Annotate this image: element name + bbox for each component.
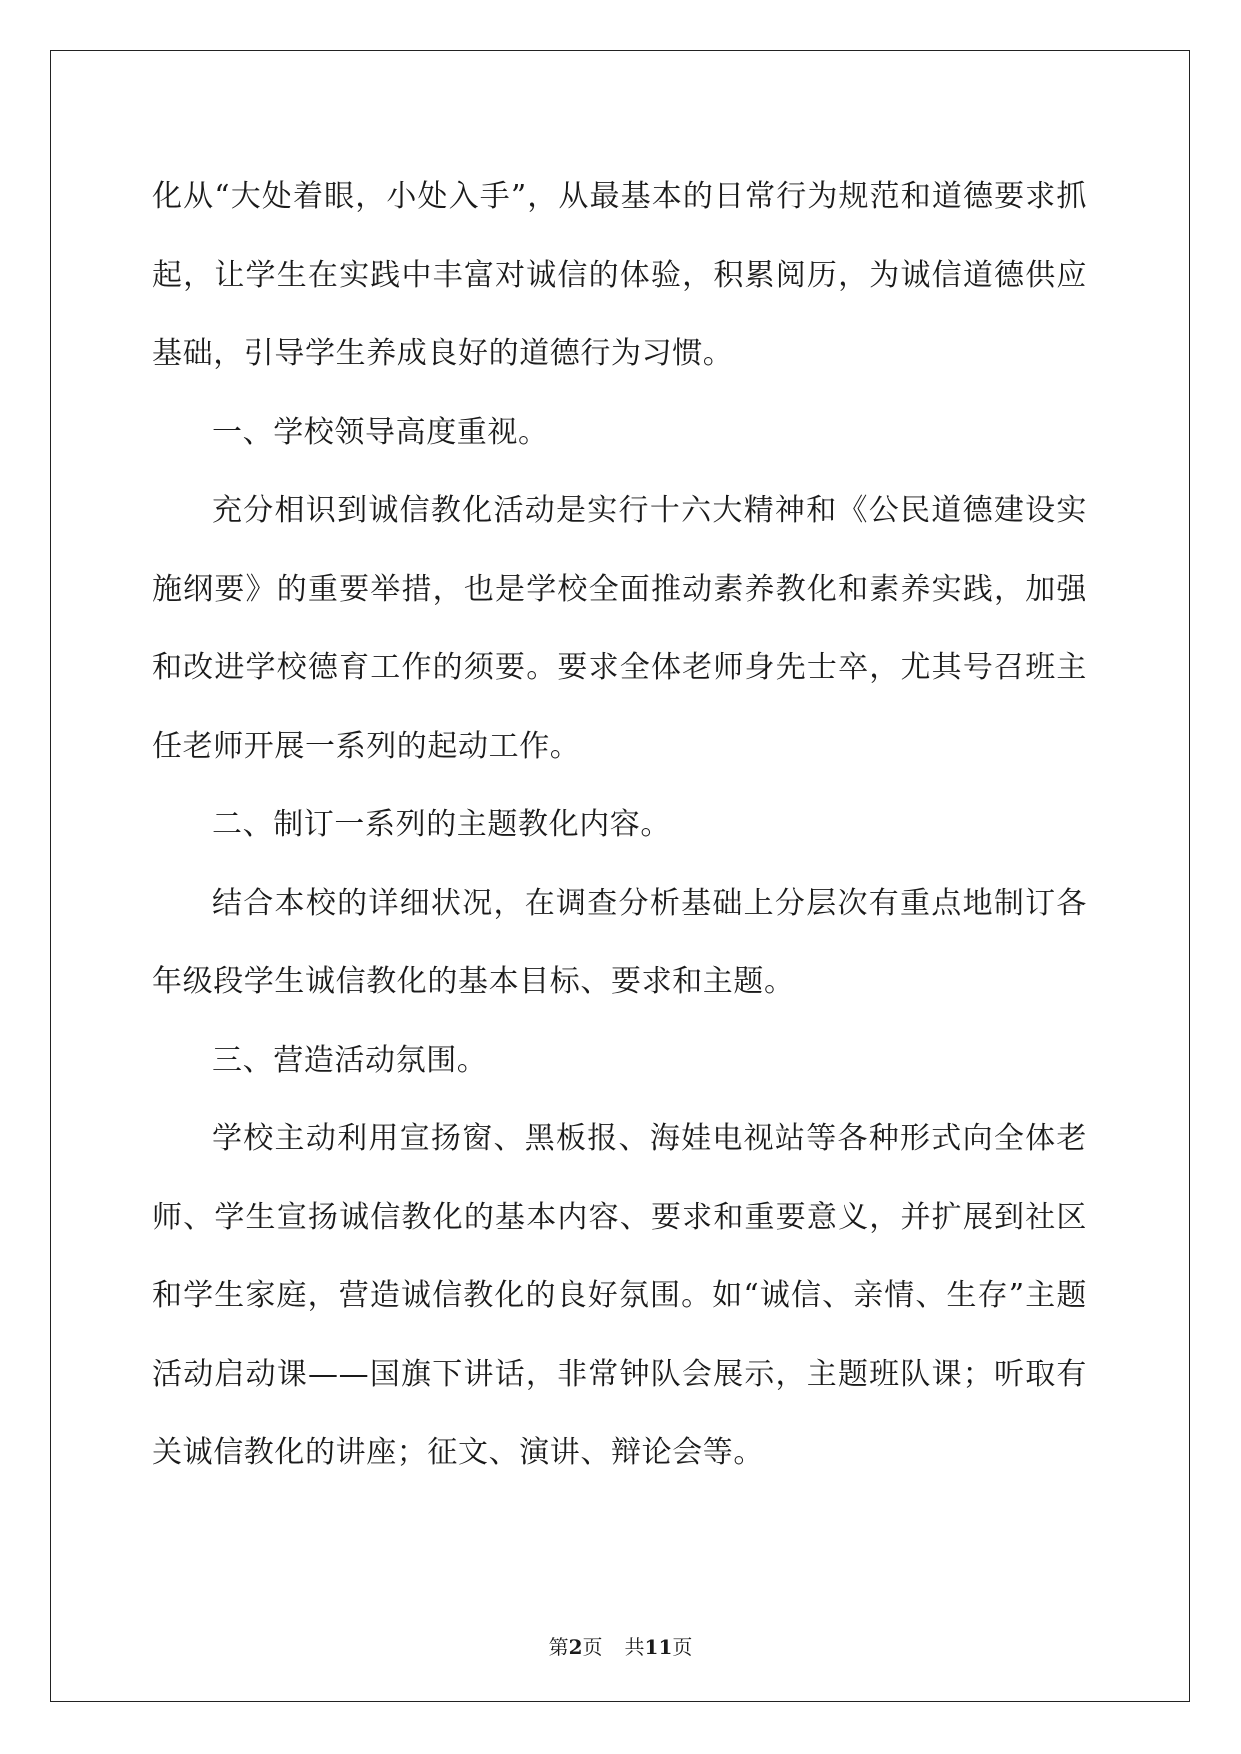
total-prefix: 共 bbox=[624, 1635, 645, 1659]
section-heading-1: 一、学校领导高度重视。 bbox=[212, 414, 549, 450]
document-body bbox=[152, 158, 1087, 1493]
page-footer bbox=[0, 1631, 1241, 1660]
paragraph-2: 结合本校的详细状况，在调查分析基础上分层次有重点地制订各年级段学生诚信教化的基本目标、要求和主题。 bbox=[152, 885, 1087, 999]
page-number: 2 bbox=[568, 1635, 583, 1659]
paragraph-1: 充分相识到诚信教化活动是实行十六大精神和《公民道德建设实施纲要》的重要举措，也是学校全面推动素养教化和素养实践，加强和改进学校德育工作的须要。要求全体老师身先士卒，尤其号召班主任老师开展一系列的起动工作。 bbox=[152, 493, 1087, 764]
section-heading-3: 三、营造活动氛围。 bbox=[212, 1042, 488, 1078]
page-suffix: 页 bbox=[582, 1635, 603, 1659]
page-prefix: 第 bbox=[548, 1635, 569, 1659]
total-pages: 11 bbox=[644, 1635, 673, 1659]
paragraph-3: 学校主动利用宣扬窗、黑板报、海娃电视站等各种形式向全体老师、学生宣扬诚信教化的基本内容、要求和重要意义，并扩展到社区和学生家庭，营造诚信教化的良好氛围。如“诚信、亲情、生存”主题活动启动课——国旗下讲话，非常钟队会展示，主题班队课；听取有关诚信教化的讲座；征文、演讲、辩论会等。 bbox=[152, 1121, 1087, 1470]
total-suffix: 页 bbox=[672, 1635, 693, 1659]
section-heading-2: 二、制订一系列的主题教化内容。 bbox=[212, 807, 671, 842]
paragraph-continuation: 化从“大处着眼，小处入手”，从最基本的日常行为规范和道德要求抓起，让学生在实践中丰富对诚信的体验，积累阅历，为诚信道德供应基础，引导学生养成良好的道德行为习惯。 bbox=[152, 179, 1087, 371]
